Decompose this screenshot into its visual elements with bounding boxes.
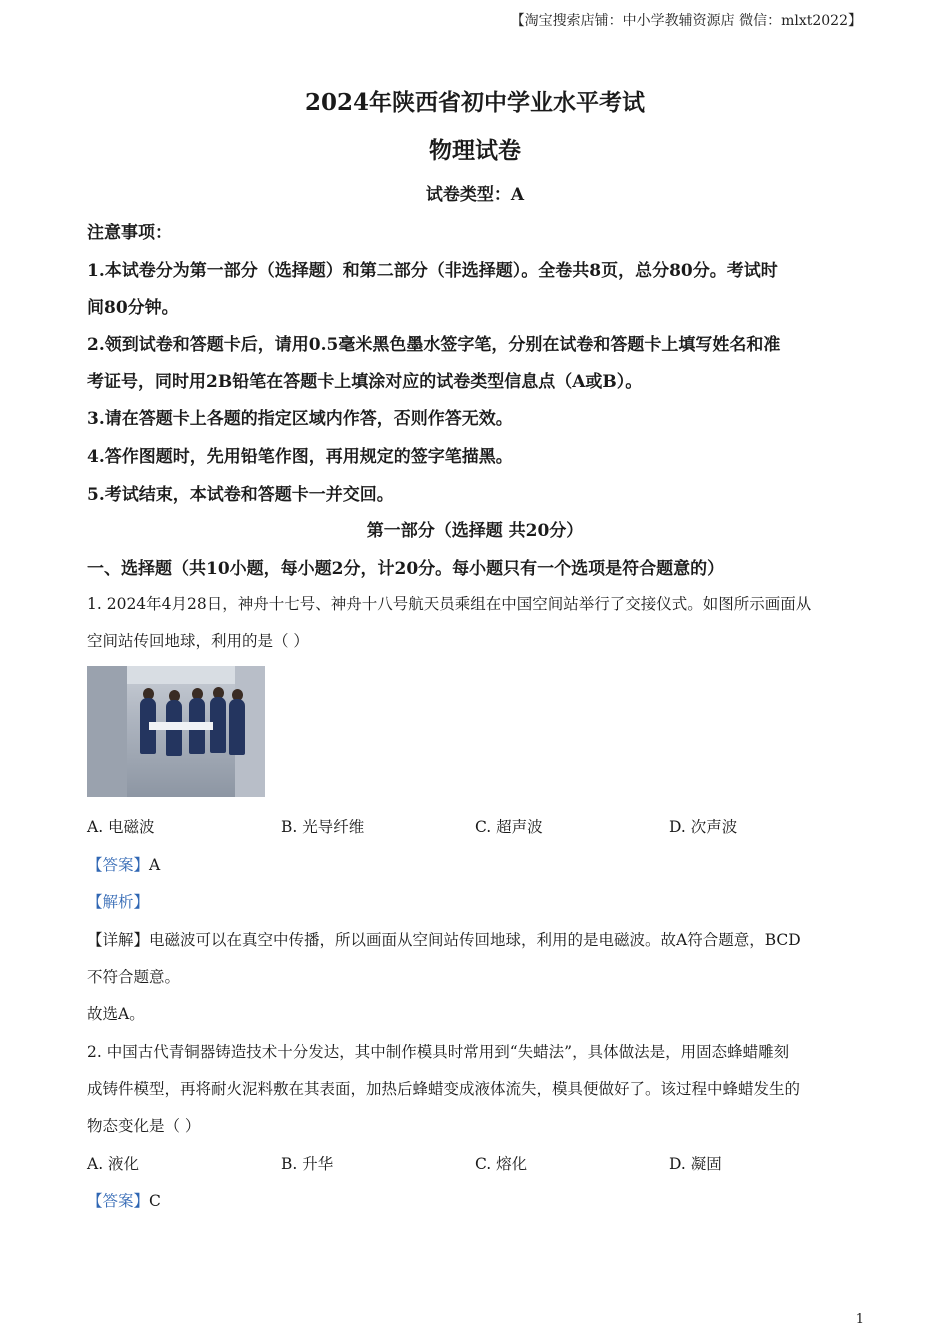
q1-option-b: B. 光导纤维 [281,818,365,836]
q1-conclusion: 故选A。 [87,1005,145,1023]
q1-detail-cont: 不符合题意。 [87,968,181,986]
q2-option-b: B. 升华 [281,1155,334,1173]
notice-item: 间80分钟。 [87,298,179,318]
q2-option-d: D. 凝固 [669,1155,722,1173]
notice-heading: 注意事项： [87,223,172,243]
question-2-stem: 成铸件模型，再将耐火泥料敷在其表面，加热后蜂蜡变成液体流失，模具便做好了。该过程中蜂蜡发生的 [87,1080,801,1098]
q1-analysis-label: 【解析】 [87,893,150,911]
q1-detail [87,928,801,950]
notice-item: 考证号，同时用2B铅笔在答题卡上填涂对应的试卷类型信息点（A或B）。 [87,372,643,392]
exam-title: 2024年陕西省初中学业水平考试 [304,89,645,116]
notice-item: 5.考试结束，本试卷和答题卡一并交回。 [87,485,394,505]
notice-item: 1.本试卷分为第一部分（选择题）和第二部分（非选择题）。全卷共8页，总分80分。考试时 [87,261,778,281]
exam-subtitle: 物理试卷 [429,137,521,164]
part-heading: 第一部分（选择题 共20分） [366,521,584,541]
answer-value: C [149,1192,161,1210]
section-heading: 一、选择题（共10小题，每小题2分，计20分。每小题只有一个选项是符合题意的） [87,559,725,579]
q1-option-d: D. 次声波 [669,818,738,836]
q1-option-c: C. 超声波 [475,818,543,836]
answer-label: 【答案】 [87,1192,150,1210]
space-station-photo [87,666,265,797]
q2-option-a: A. 液化 [87,1155,140,1173]
detail-text: 电磁波可以在真空中传播，所以画面从空间站传回地球，利用的是电磁波。故A符合题意，BCD [149,931,801,949]
detail-label: 【详解】 [87,931,150,949]
q2-option-c: C. 熔化 [475,1155,528,1173]
header-note: 【淘宝搜索店铺：中小学教辅资源店 微信：mlxt2022】 [510,13,862,29]
answer-value: A [149,856,161,874]
answer-label: 【答案】 [87,856,150,874]
notice-item: 2.领到试卷和答题卡后，请用0.5毫米黑色墨水签字笔，分别在试卷和答题卡上填写姓名和准 [87,335,781,355]
notice-item: 4.答作图题时，先用铅笔作图，再用规定的签字笔描黑。 [87,447,513,467]
question-1-stem: 1. 2024年4月28日，神舟十七号、神舟十八号航天员乘组在中国空间站举行了交接仪式。如图所示画面从 [87,595,812,613]
q2-answer [87,1189,161,1211]
q1-answer [87,853,160,875]
notice-item: 3.请在答题卡上各题的指定区域内作答，否则作答无效。 [87,409,513,429]
q1-option-a: A. 电磁波 [87,818,155,836]
question-1-stem: 空间站传回地球，利用的是（ ） [87,632,309,650]
question-2-stem: 2. 中国古代青铜器铸造技术十分发达，其中制作模具时常用到“失蜡法”，具体做法是，用固态蜂蜡雕刻 [87,1043,790,1061]
question-2-stem: 物态变化是（ ） [87,1117,201,1135]
page-number: 1 [855,1312,864,1327]
paper-type: 试卷类型：A [425,185,525,205]
